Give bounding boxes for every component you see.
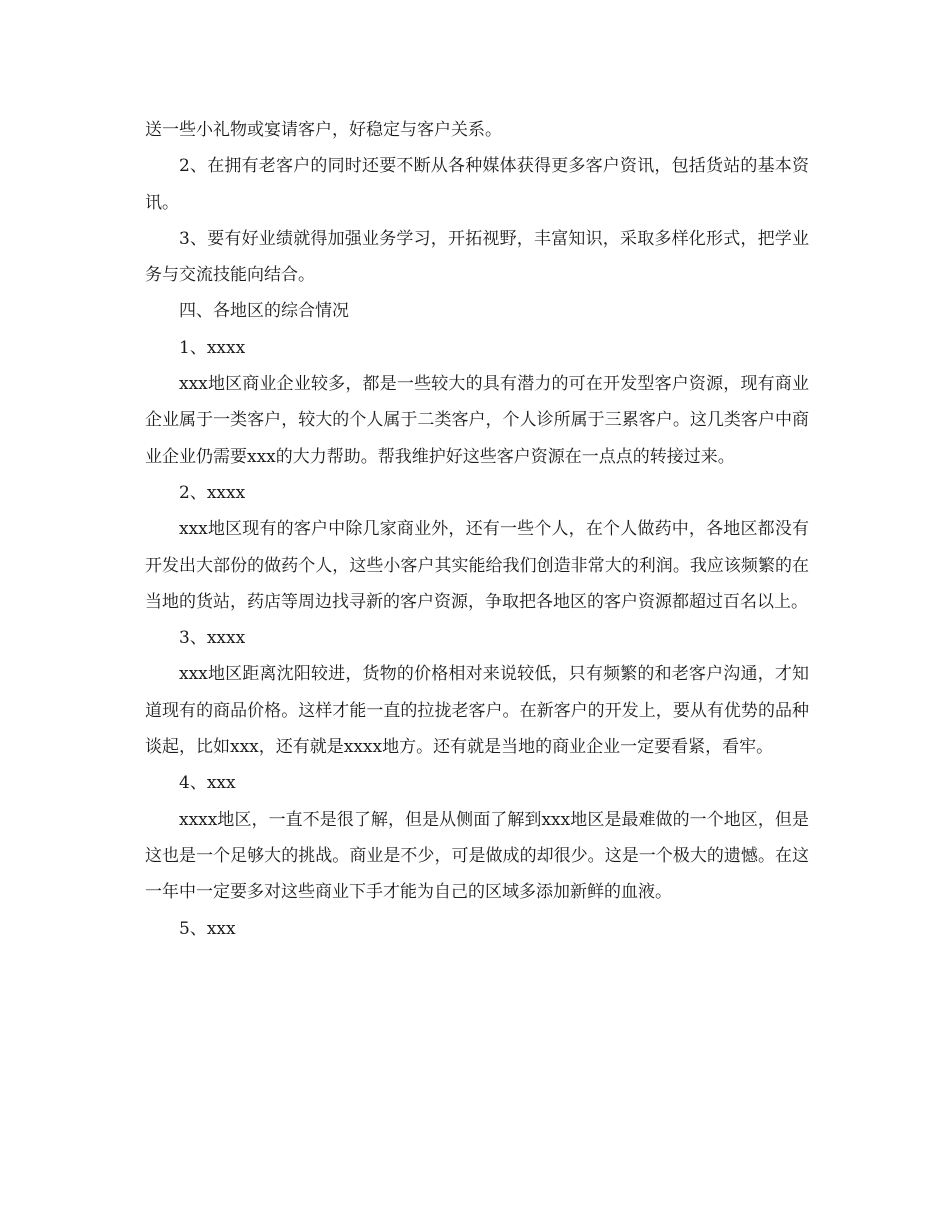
region-heading-2: 2、xxxx (179, 482, 246, 503)
paragraph-continuation: 送一些小礼物或宴请客户，好稳定与客户关系。 (145, 120, 502, 140)
region-paragraph-2: xxx地区现有的客户中除几家商业外，还有一些个人，在个人做药中，各地区都没有开发出大部份的做药个人，这些小客户其实能给我们创造非常大的利润。我应该频繁的在当地的货站，药店等周边找寻新的客户资源，争取把各地区的客户资源都超过百名以上。 (145, 519, 809, 612)
section-heading-4: 四、各地区的综合情况 (179, 301, 349, 322)
region-heading-1: 1、xxxx (179, 337, 246, 358)
region-heading-4: 4、xxx (179, 773, 236, 794)
paragraph-item-3: 3、要有好业绩就得加强业务学习，开拓视野，丰富知识，采取多样化形式，把学业务与交流技能向结合。 (145, 228, 809, 286)
region-heading-3: 3、xxxx (179, 628, 246, 649)
region-paragraph-3: xxx地区距离沈阳较进，货物的价格相对来说较低，只有频繁的和老客户沟通，才知道现有的商品价格。这样才能一直的拉拢老客户。在新客户的开发上，要从有优势的品种谈起，比如xxx，还有就是xxxx地方。还有就是当地的商业企业一定要看紧，看牢。 (145, 664, 809, 758)
region-heading-5: 5、xxx (179, 918, 236, 939)
region-paragraph-1: xxx地区商业企业较多，都是一些较大的具有潜力的可在开发型客户资源，现有商业企业属于一类客户，较大的个人属于二类客户，个人诊所属于三累客户。这几类客户中商业企业仍需要xxx的大力帮助。帮我维护好这些客户资源在一点点的转接过来。 (145, 374, 809, 467)
paragraph-item-2: 2、在拥有老客户的同时还要不断从各种媒体获得更多客户资讯，包括货站的基本资讯。 (145, 156, 809, 213)
region-paragraph-4: xxxx地区，一直不是很了解，但是从侧面了解到xxx地区是最难做的一个地区，但是这也是一个足够大的挑战。商业是不少，可是做成的却很少。这是一个极大的遗憾。在这一年中一定要多对这些商业下手才能为自己的区域多添加新鲜的血液。 (145, 809, 809, 903)
document-page (145, 112, 809, 947)
